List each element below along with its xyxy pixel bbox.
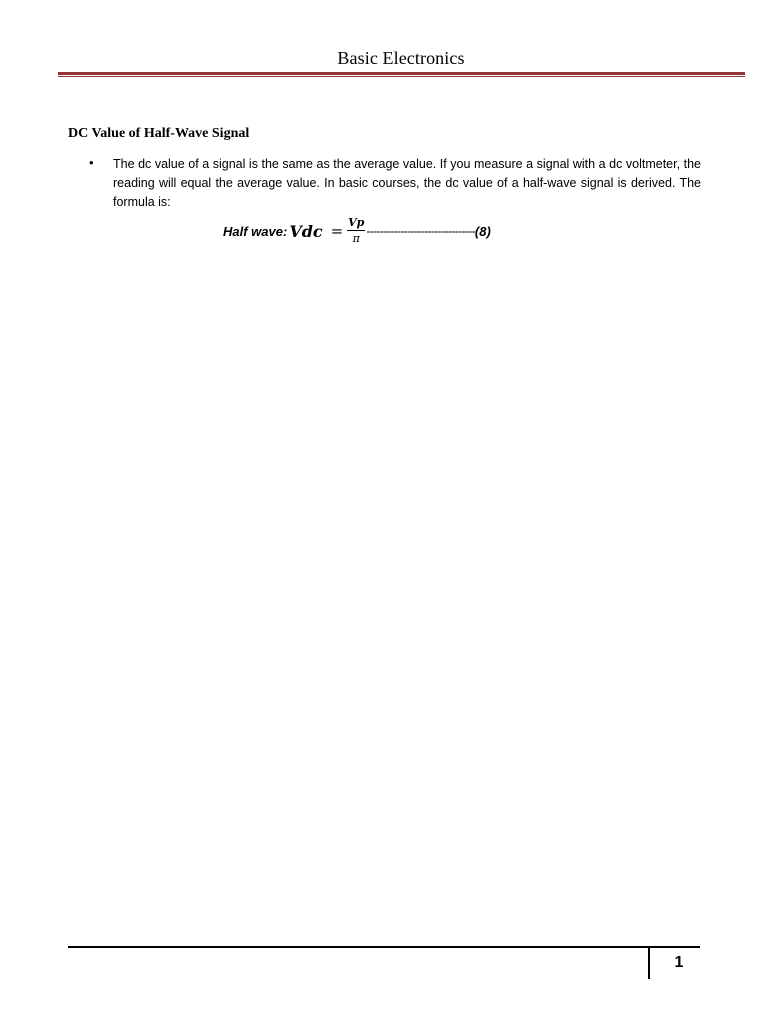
section-heading: DC Value of Half-Wave Signal — [68, 126, 250, 141]
formula-prefix: Half wave: — [223, 223, 288, 239]
page-header-title: Basic Electronics — [337, 48, 465, 68]
formula-numerator: Vp — [348, 215, 365, 229]
footer-divider — [648, 948, 650, 979]
formula-fraction — [347, 216, 365, 245]
header-rule-thin — [58, 76, 745, 77]
fraction-bar — [347, 230, 365, 231]
formula-line — [223, 214, 491, 248]
footer-rule — [68, 946, 700, 948]
formula-leader: -------------------------------- — [366, 224, 475, 238]
formula-variable: Vdc — [289, 221, 323, 241]
bullet-marker: • — [89, 155, 94, 170]
equation-number: (8) — [474, 223, 491, 239]
formula-denominator: π — [352, 231, 360, 245]
formula-equals: = — [330, 222, 344, 240]
header-rule — [58, 72, 745, 75]
page-number: 1 — [674, 954, 684, 971]
bullet-paragraph: The dc value of a signal is the same as the average value. If you measure a signal with a dc voltmeter, the reading will equal the average value. In basic courses, the dc value of a half-wave signal is derived. The formula is: — [113, 157, 701, 209]
